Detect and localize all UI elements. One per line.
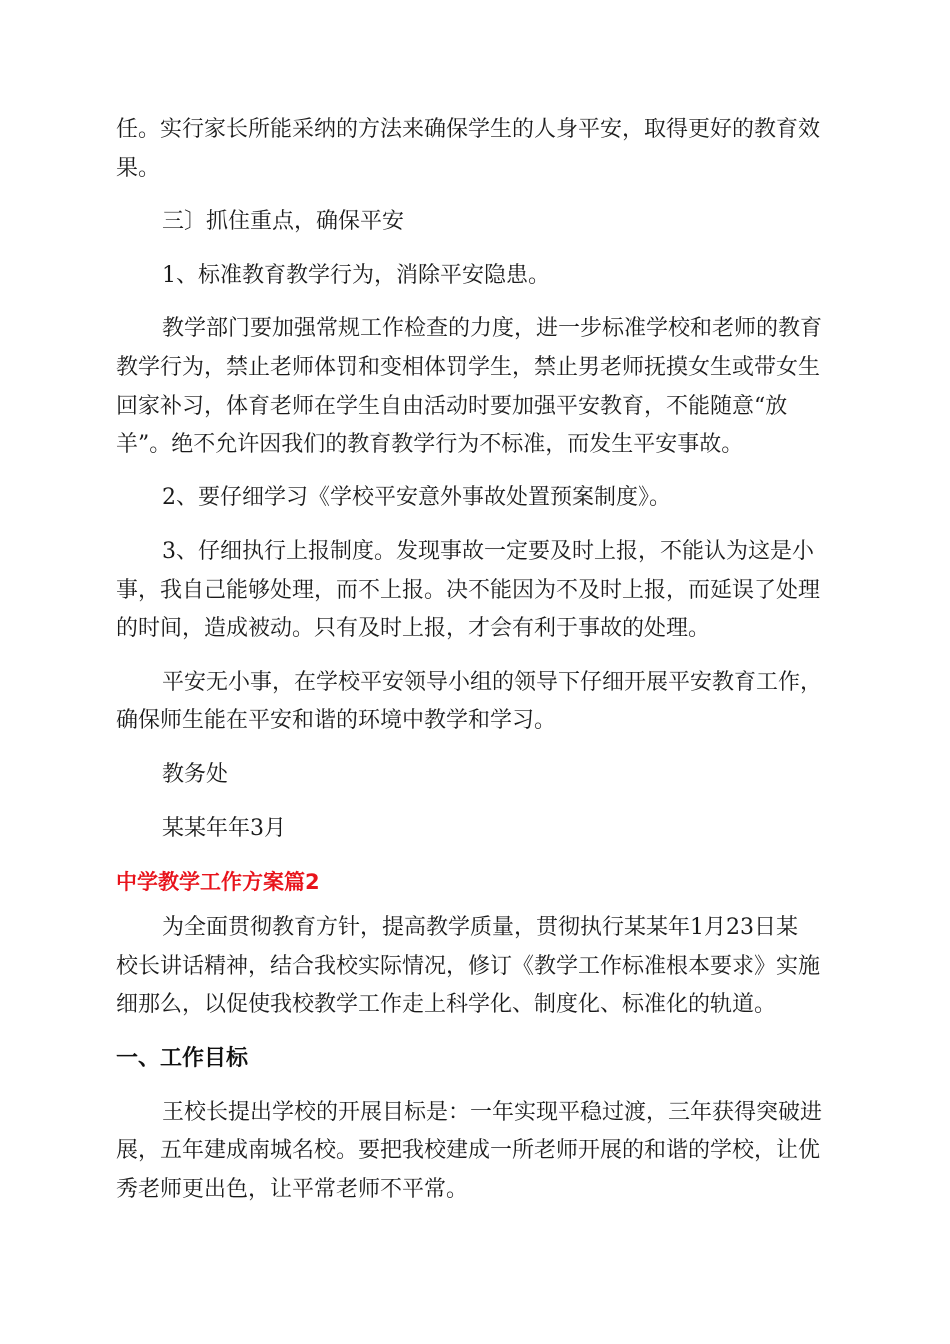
item-3-body-line-1: 3、仔细执行上报制度。发现事故一定要及时上报，不能认为这是小 [162,539,814,564]
intro-line-2: 果。 [116,156,161,181]
item-3-body-line-3: 的时间，造成被动。只有及时上报，才会有利于事故的处理。 [116,616,711,641]
section-1-body-line-2: 展，五年建成南城名校。要把我校建成一所老师开展的和谐的学校，让优 [116,1138,821,1163]
item-1-body-line-1: 教学部门要加强常规工作检查的力度，进一步标准学校和老师的教育 [162,316,823,341]
closing-line-1: 平安无小事，在学校平安领导小组的领导下仔细开展平安教育工作， [162,670,823,695]
item-2-title: 2、要仔细学习《学校平安意外事故处置预案制度》。 [162,485,671,510]
item-3-body-line-2: 事，我自己能够处理，而不上报。决不能因为不及时上报，而延误了处理 [116,578,821,603]
signature: 教务处 [162,762,229,787]
section-1-body-line-3: 秀老师更出色，让平常老师不平常。 [116,1177,469,1202]
article-2-intro-line-1: 为全面贯彻教育方针，提高教学质量，贯彻执行某某年1月23日某 [162,915,798,940]
item-1-body-line-3: 回家补习，体育老师在学生自由活动时要加强平安教育，不能随意“放 [116,394,788,419]
article-2-title: 中学教学工作方案篇2 [116,870,320,894]
closing-line-2: 确保师生能在平安和谐的环境中教学和学习。 [116,708,557,733]
intro-line-1: 任。实行家长所能采纳的方法来确保学生的人身平安，取得更好的教育效 [116,117,821,142]
item-1-body-line-2: 教学行为，禁止老师体罚和变相体罚学生，禁止男老师抚摸女生或带女生 [116,355,821,380]
item-1-body-line-4: 羊”。绝不允许因我们的教育教学行为不标准，而发生平安事故。 [116,432,744,457]
article-2-intro-line-2: 校长讲话精神，结合我校实际情况，修订《教学工作标准根本要求》实施 [116,954,821,979]
section-1-title: 一、工作目标 [116,1046,249,1071]
item-1-title: 1、标准教育教学行为，消除平安隐患。 [162,263,550,288]
section-3-title: 三〕抓住重点，确保平安 [162,209,405,234]
article-2-intro-line-3: 细那么，以促使我校教学工作走上科学化、制度化、标准化的轨道。 [116,992,777,1017]
section-1-body-line-1: 王校长提出学校的开展目标是：一年实现平稳过渡，三年获得突破进 [162,1100,823,1125]
date: 某某年年3月 [162,816,286,841]
